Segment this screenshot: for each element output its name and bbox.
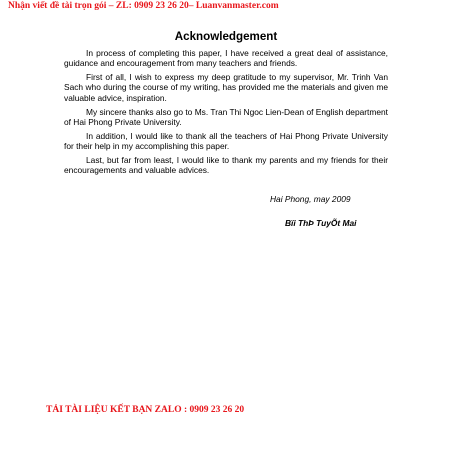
paragraph-1: In process of completing this paper, I have received a great deal of assistance, guidance and encouragement from many teachers and friends. (64, 48, 388, 69)
paragraph-4: In addition, I would like to thank all the teachers of Hai Phong Private University for their help in my accomplishing this paper. (64, 130, 388, 152)
author-signature: Bïi ThÞ TuyÕt Mai (285, 218, 357, 228)
paragraph-3: My sincere thanks also go to Ms. Tran Thi Ngoc Lien-Dean of English department of Hai Phong Private University. (64, 106, 388, 127)
paragraph-2: First of all, I wish to express my deep gratitude to my supervisor, Mr. Trinh Van Sach who during the course of my writing, has provided me the materials and given me valuable advice, inspiration. (64, 72, 388, 103)
document-body (64, 48, 388, 179)
paragraph-5: Last, but far from least, I would like to thank my parents and my friends for their encouragements and valuable advices. (64, 155, 388, 176)
footer-banner: TẢI TÀI LIỆU KẾT BẠN ZALO : 0909 23 26 20 (46, 405, 245, 415)
place-date: Hai Phong, may 2009 (270, 194, 351, 204)
page-title: Acknowledgement (174, 30, 278, 43)
header-banner: Nhận viết đề tài trọn gói – ZL: 0909 23 26 20– Luanvanmaster.com (8, 1, 279, 11)
